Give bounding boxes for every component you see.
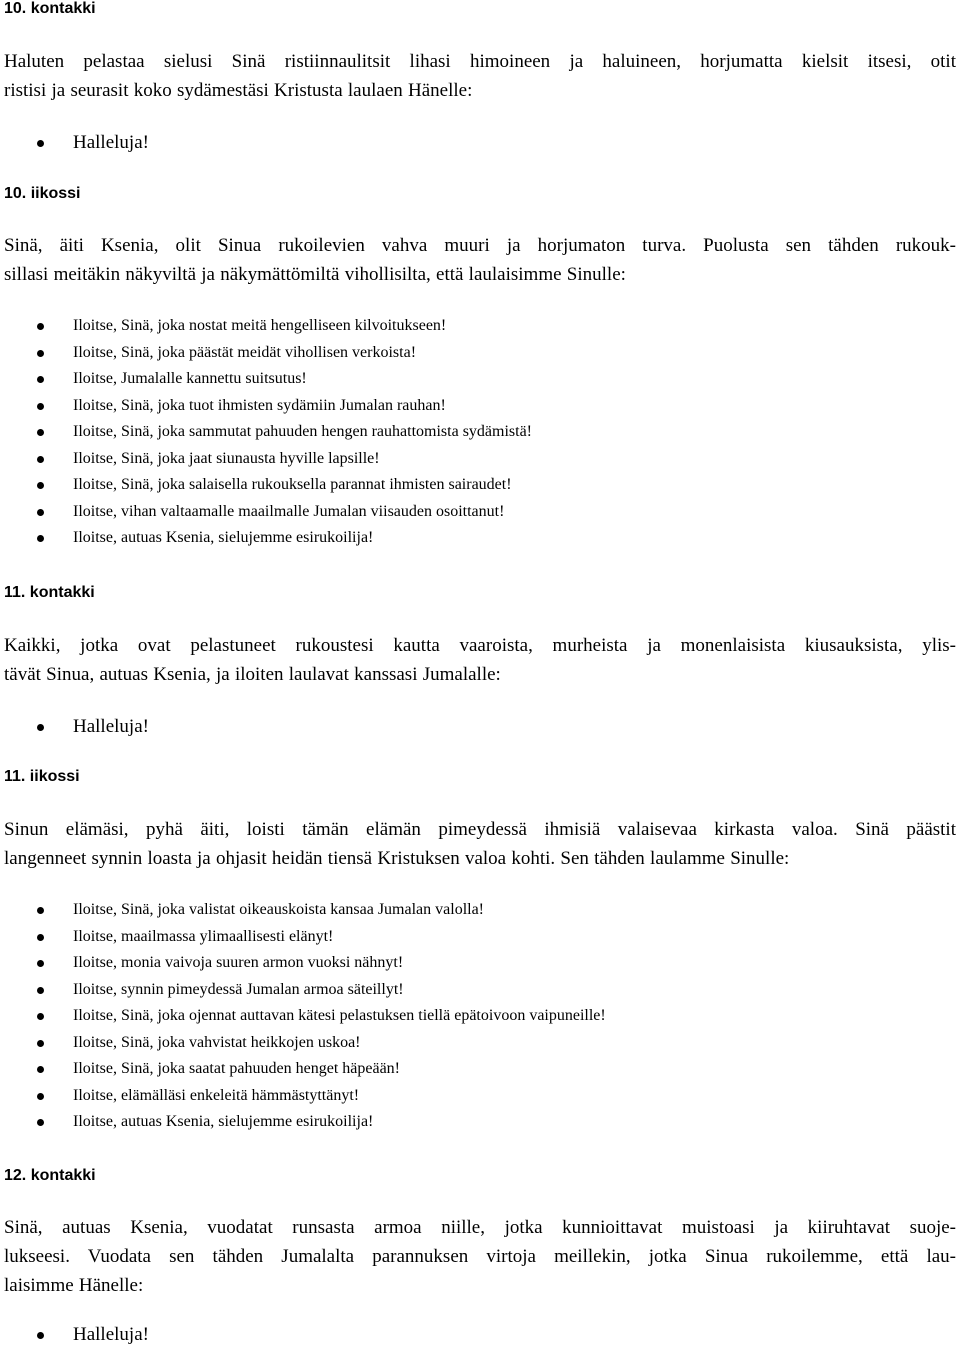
heading-kontakki-10: 10. kontakki [4, 0, 96, 17]
refrain-item: Halleluja! [0, 1322, 149, 1348]
paragraph-kontakki-11 [4, 631, 956, 689]
refrain-item: Halleluja! [0, 714, 149, 740]
list-item: Iloitse, Sinä, joka tuot ihmisten sydämiin Jumalan rauhan! [0, 393, 532, 420]
iloitse-list-iikossi-11 [0, 897, 606, 1136]
list-item: Iloitse, Sinä, joka vahvistat heikkojen uskoa! [0, 1030, 606, 1057]
list-item: Iloitse, Sinä, joka saatat pahuuden henget häpeään! [0, 1056, 606, 1083]
refrain-list-kontakki-10 [0, 130, 149, 156]
paragraph-line: lukseesi. Vuodata sen tähden Jumalalta parannuksen virtoja meillekin, jotka Sinua rukoilemme, että lau- [4, 1246, 956, 1267]
paragraph-kontakki-12 [4, 1213, 956, 1300]
paragraph-line: Sinä, autuas Ksenia, vuodatat runsasta armoa niille, jotka kunnioittavat muistoasi ja kiiruhtavat suoje- [4, 1217, 956, 1238]
refrain-item: Halleluja! [0, 130, 149, 156]
refrain-list-kontakki-11 [0, 714, 149, 740]
paragraph-kontakki-10 [4, 47, 956, 105]
paragraph-iikossi-11 [4, 815, 956, 873]
list-item: Iloitse, Sinä, joka ojennat auttavan kätesi pelastuksen tiellä epätoivoon vaipuneille! [0, 1003, 606, 1030]
refrain-list-kontakki-12 [0, 1322, 149, 1348]
list-item: Iloitse, Sinä, joka salaisella rukouksella parannat ihmisten sairaudet! [0, 472, 532, 499]
heading-kontakki-12: 12. kontakki [4, 1167, 96, 1184]
iloitse-list-iikossi-10 [0, 313, 532, 552]
paragraph-line: Sinun elämäsi, pyhä äiti, loisti tämän elämän pimeydessä ihmisiä valaisevaa kirkasta valoa. Sinä päästit [4, 819, 956, 840]
list-item: Iloitse, autuas Ksenia, sielujemme esirukoilija! [0, 1109, 606, 1136]
paragraph-line: Kaikki, jotka ovat pelastuneet rukoustesi kautta vaaroista, murheista ja monenlaisista kiusauksista, ylis- [4, 635, 956, 656]
list-item: Iloitse, Sinä, joka sammutat pahuuden hengen rauhattomista sydämistä! [0, 419, 532, 446]
paragraph-line: laisimme Hänelle: [4, 1275, 144, 1296]
list-item: Iloitse, Sinä, joka nostat meitä hengelliseen kilvoitukseen! [0, 313, 532, 340]
paragraph-line: ristisi ja seurasit koko sydämestäsi Kristusta laulaen Hänelle: [4, 80, 473, 101]
list-item: Iloitse, Jumalalle kannettu suitsutus! [0, 366, 532, 393]
paragraph-line: tävät Sinua, autuas Ksenia, ja iloiten laulavat kanssasi Jumalalle: [4, 664, 501, 685]
paragraph-line: Haluten pelastaa sielusi Sinä ristiinnaulitsit lihasi himoineen ja haluineen, horjumatta kielsit itsesi, otit [4, 51, 956, 72]
paragraph-iikossi-10 [4, 231, 956, 289]
list-item: Iloitse, Sinä, joka jaat siunausta hyville lapsille! [0, 446, 532, 473]
paragraph-line: sillasi meitäkin näkyviltä ja näkymättömiltä vihollisilta, että laulaisimme Sinulle: [4, 264, 626, 285]
heading-iikossi-10: 10. iikossi [4, 185, 81, 202]
list-item: Iloitse, vihan valtaamalle maailmalle Jumalan viisauden osoittanut! [0, 499, 532, 526]
list-item: Iloitse, maailmassa ylimaallisesti elänyt! [0, 924, 606, 951]
list-item: Iloitse, monia vaivoja suuren armon vuoksi nähnyt! [0, 950, 606, 977]
list-item: Iloitse, elämälläsi enkeleitä hämmästyttänyt! [0, 1083, 606, 1110]
paragraph-line: Sinä, äiti Ksenia, olit Sinua rukoilevien vahva muuri ja horjumaton turva. Puolusta sen tähden rukouk- [4, 235, 956, 256]
list-item: Iloitse, autuas Ksenia, sielujemme esirukoilija! [0, 525, 532, 552]
heading-iikossi-11: 11. iikossi [4, 768, 80, 785]
heading-kontakki-11: 11. kontakki [4, 584, 95, 601]
list-item: Iloitse, Sinä, joka päästät meidät vihollisen verkoista! [0, 340, 532, 367]
list-item: Iloitse, synnin pimeydessä Jumalan armoa säteillyt! [0, 977, 606, 1004]
paragraph-line: langenneet synnin loasta ja ohjasit heidän tiensä Kristuksen valoa kohti. Sen tähden laulamme Sinulle: [4, 848, 790, 869]
list-item: Iloitse, Sinä, joka valistat oikeauskoista kansaa Jumalan valolla! [0, 897, 606, 924]
